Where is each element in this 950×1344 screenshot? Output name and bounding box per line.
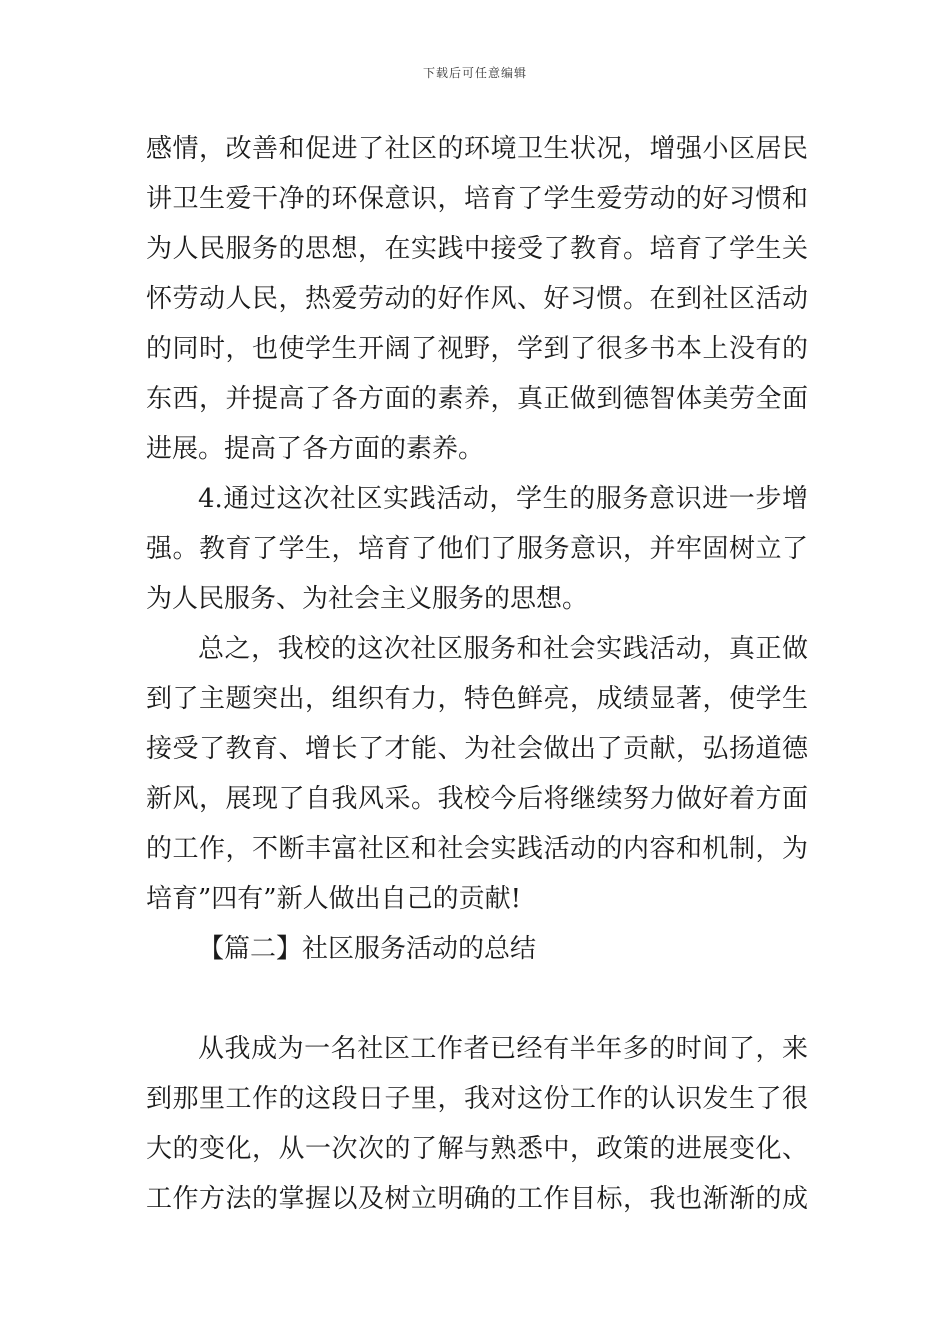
text-line: 的工作，不断丰富社区和社会实践活动的内容和机制，为 [146, 834, 808, 864]
paragraph [146, 624, 808, 924]
section-heading [146, 924, 808, 974]
section-heading-text: 【篇二】社区服务活动的总结 [198, 934, 537, 964]
text-line: 培育”四有”新人做出自己的贡献! [146, 884, 522, 914]
text-line: 怀劳动人民，热爱劳动的好作风、好习惯。在到社区活动 [146, 284, 808, 314]
text-line: 为人民服务的思想，在实践中接受了教育。培育了学生关 [146, 234, 808, 264]
text-line: 大的变化，从一次次的了解与熟悉中，政策的进展变化、 [146, 1134, 808, 1164]
text-line: 从我成为一名社区工作者已经有半年多的时间了，来 [198, 1034, 808, 1064]
page-header: 下载后可任意编辑 [422, 66, 527, 80]
text-line: 新风，展现了自我风采。我校今后将继续努力做好着方面 [146, 784, 808, 814]
text-line: 4.通过这次社区实践活动，学生的服务意识进一步增 [198, 484, 808, 514]
text-line: 强。教育了学生，培育了他们了服务意识，并牢固树立了 [146, 534, 808, 564]
text-line: 进展。提高了各方面的素养。 [146, 434, 485, 464]
text-line: 为人民服务、为社会主义服务的思想。 [146, 584, 589, 614]
text-line: 工作方法的掌握以及树立明确的工作目标，我也渐渐的成 [146, 1184, 808, 1214]
text-line: 接受了教育、增长了才能、为社会做出了贡献，弘扬道德 [146, 734, 808, 764]
blank-line [146, 974, 808, 1024]
document-body [146, 124, 808, 1224]
text-line: 总之，我校的这次社区服务和社会实践活动，真正做 [198, 634, 808, 664]
paragraph [146, 1024, 808, 1224]
text-line: 讲卫生爱干净的环保意识，培育了学生爱劳动的好习惯和 [146, 184, 808, 214]
paragraph [146, 124, 808, 474]
text-line: 东西，并提高了各方面的素养，真正做到德智体美劳全面 [146, 384, 808, 414]
text-line: 到了主题突出，组织有力，特色鲜亮，成绩显著，使学生 [146, 684, 808, 714]
paragraph [146, 474, 808, 624]
text-line: 的同时，也使学生开阔了视野，学到了很多书本上没有的 [146, 334, 808, 364]
text-line: 到那里工作的这段日子里，我对这份工作的认识发生了很 [146, 1084, 808, 1114]
text-line: 感情，改善和促进了社区的环境卫生状况，增强小区居民 [146, 134, 808, 164]
